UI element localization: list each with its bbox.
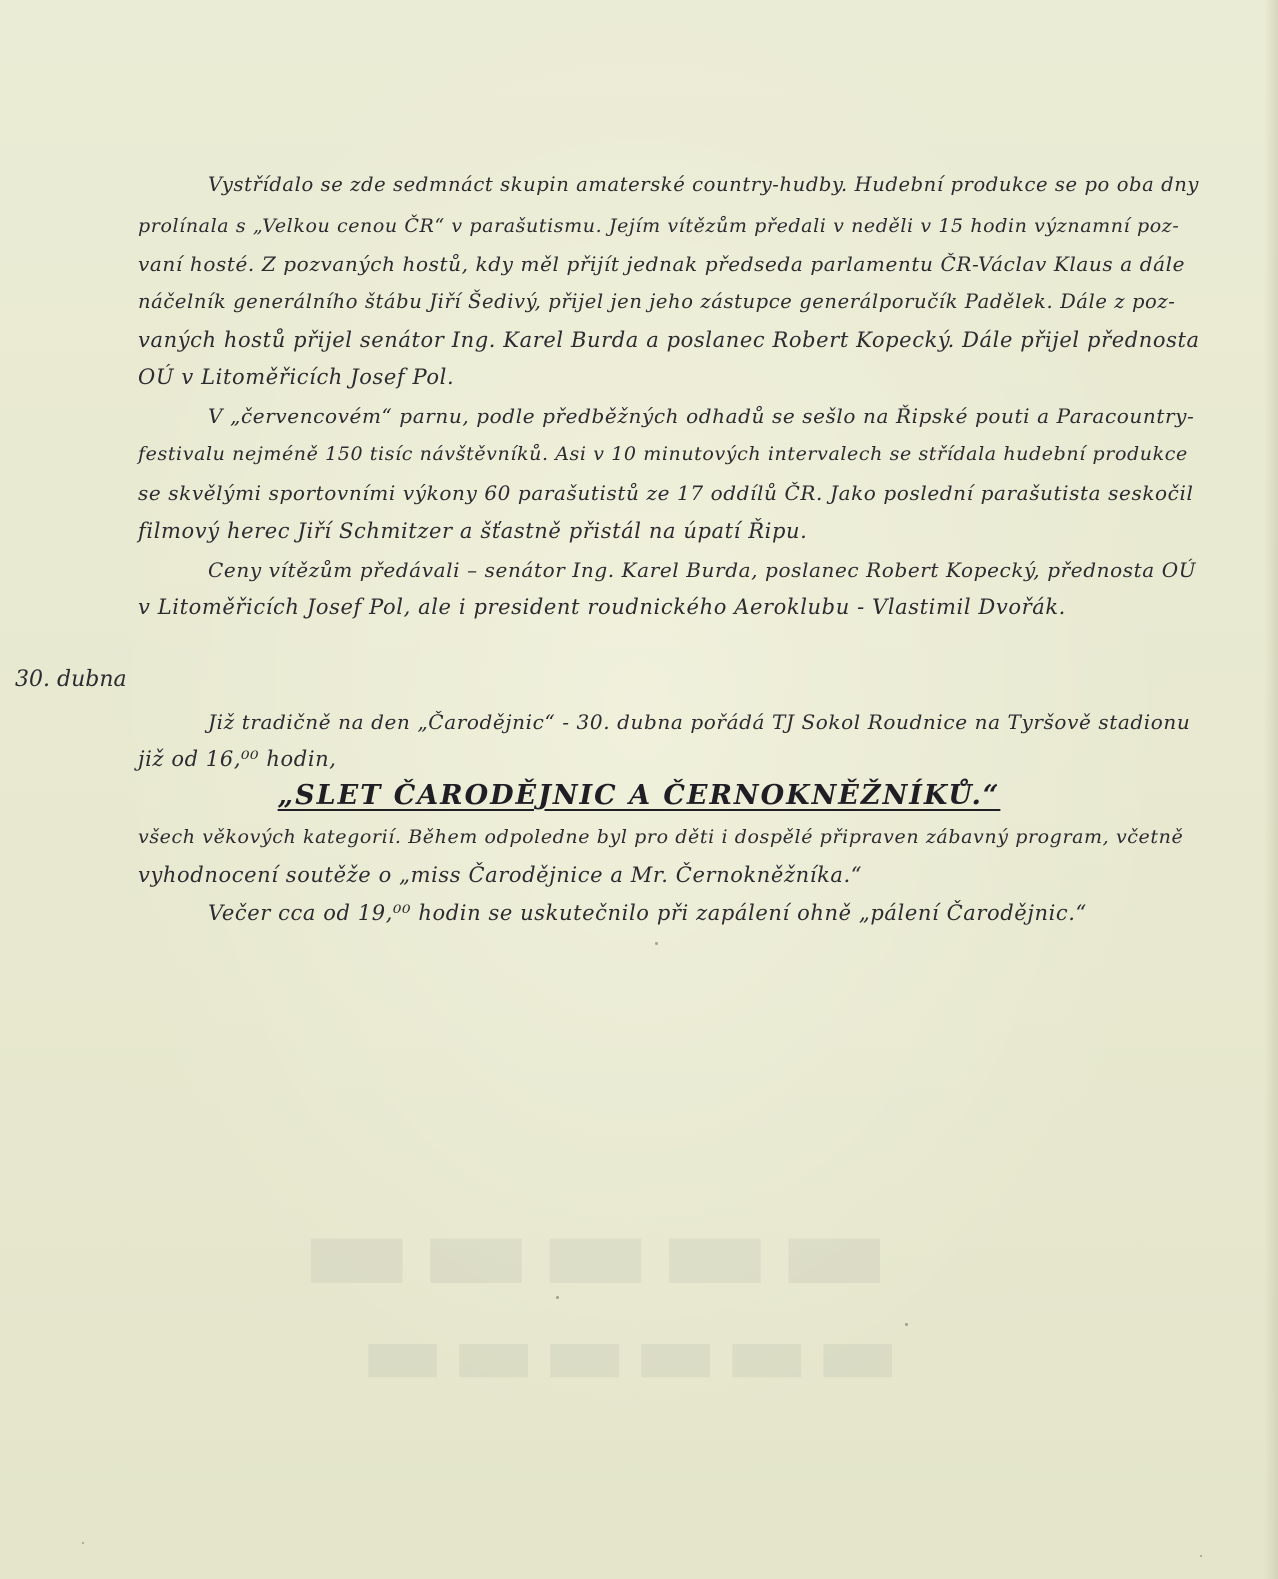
- text-line: Večer cca od 19,⁰⁰ hodin se uskutečnilo při zapálení ohně „pálení Čarodějnic.“: [208, 901, 1087, 925]
- text-line: prolínala s „Velkou cenou ČR“ v parašutismu. Jejím vítězům předali v neděli v 15 hodin významní poz-: [138, 215, 1180, 237]
- event-heading: [0, 780, 1278, 811]
- paper-speck: [1200, 1555, 1202, 1557]
- text-line: Ceny vítězům předávali – senátor Ing. Karel Burda, poslanec Robert Kopecký, přednosta OÚ: [208, 558, 1197, 582]
- text-line: OÚ v Litoměřicích Josef Pol.: [138, 365, 455, 389]
- text-line: všech věkových kategorií. Během odpoledne byl pro děti i dospělé připraven zábavný program, včetně: [138, 826, 1184, 848]
- text-line: filmový herec Jiří Schmitzer a šťastně přistál na úpatí Řipu.: [138, 519, 808, 543]
- text-line: vaných hostů přijel senátor Ing. Karel Burda a poslanec Robert Kopecký. Dále přijel přednosta: [138, 328, 1200, 352]
- bleed-through-shadow: ▬▬▬▬▬: [300, 1180, 897, 1321]
- text-line: již od 16,⁰⁰ hodin,: [138, 747, 337, 771]
- text-line: se skvělými sportovními výkony 60 parašutistů ze 17 oddílů ČR. Jako poslední parašutista seskočil: [138, 481, 1194, 505]
- text-line: Již tradičně na den „Čarodějnic“ - 30. dubna pořádá TJ Sokol Roudnice na Tyršově stadionu: [208, 710, 1191, 734]
- paper-speck: [556, 1296, 559, 1299]
- text-line: V „červencovém“ parnu, podle předběžných odhadů se sešlo na Řipské pouti a Paracountry-: [208, 404, 1195, 428]
- paper-speck: [655, 942, 658, 945]
- paper-speck: [82, 1542, 84, 1544]
- text-line: v Litoměřicích Josef Pol, ale i president roudnického Aeroklubu - Vlastimil Dvořák.: [138, 595, 1066, 619]
- event-heading-text: „SLET ČARODĚJNIC A ČERNOKNĚŽNÍKŮ.“: [277, 780, 1001, 811]
- paper-speck: [905, 1323, 908, 1326]
- text-line: festivalu nejméně 150 tisíc návštěvníků. Asi v 10 minutových intervalech se střídala hudební produkce: [138, 443, 1188, 465]
- bleed-through-shadow: ▬▬▬▬▬▬: [360, 1300, 907, 1406]
- text-line: vyhodnocení soutěže o „miss Čarodějnice a Mr. Černokněžníka.“: [138, 863, 863, 887]
- margin-date-note: 30. dubna: [15, 667, 127, 692]
- text-line: Vystřídalo se zde sedmnáct skupin amaterské country-hudby. Hudební produkce se po oba dny: [208, 173, 1199, 196]
- text-line: vaní hosté. Z pozvaných hostů, kdy měl přijít jednak předseda parlamentu ČR-Václav Klaus a dále: [138, 252, 1186, 276]
- text-line: náčelník generálního štábu Jiří Šedivý, přijel jen jeho zástupce generálporučík Padělek. Dále z poz-: [138, 290, 1176, 313]
